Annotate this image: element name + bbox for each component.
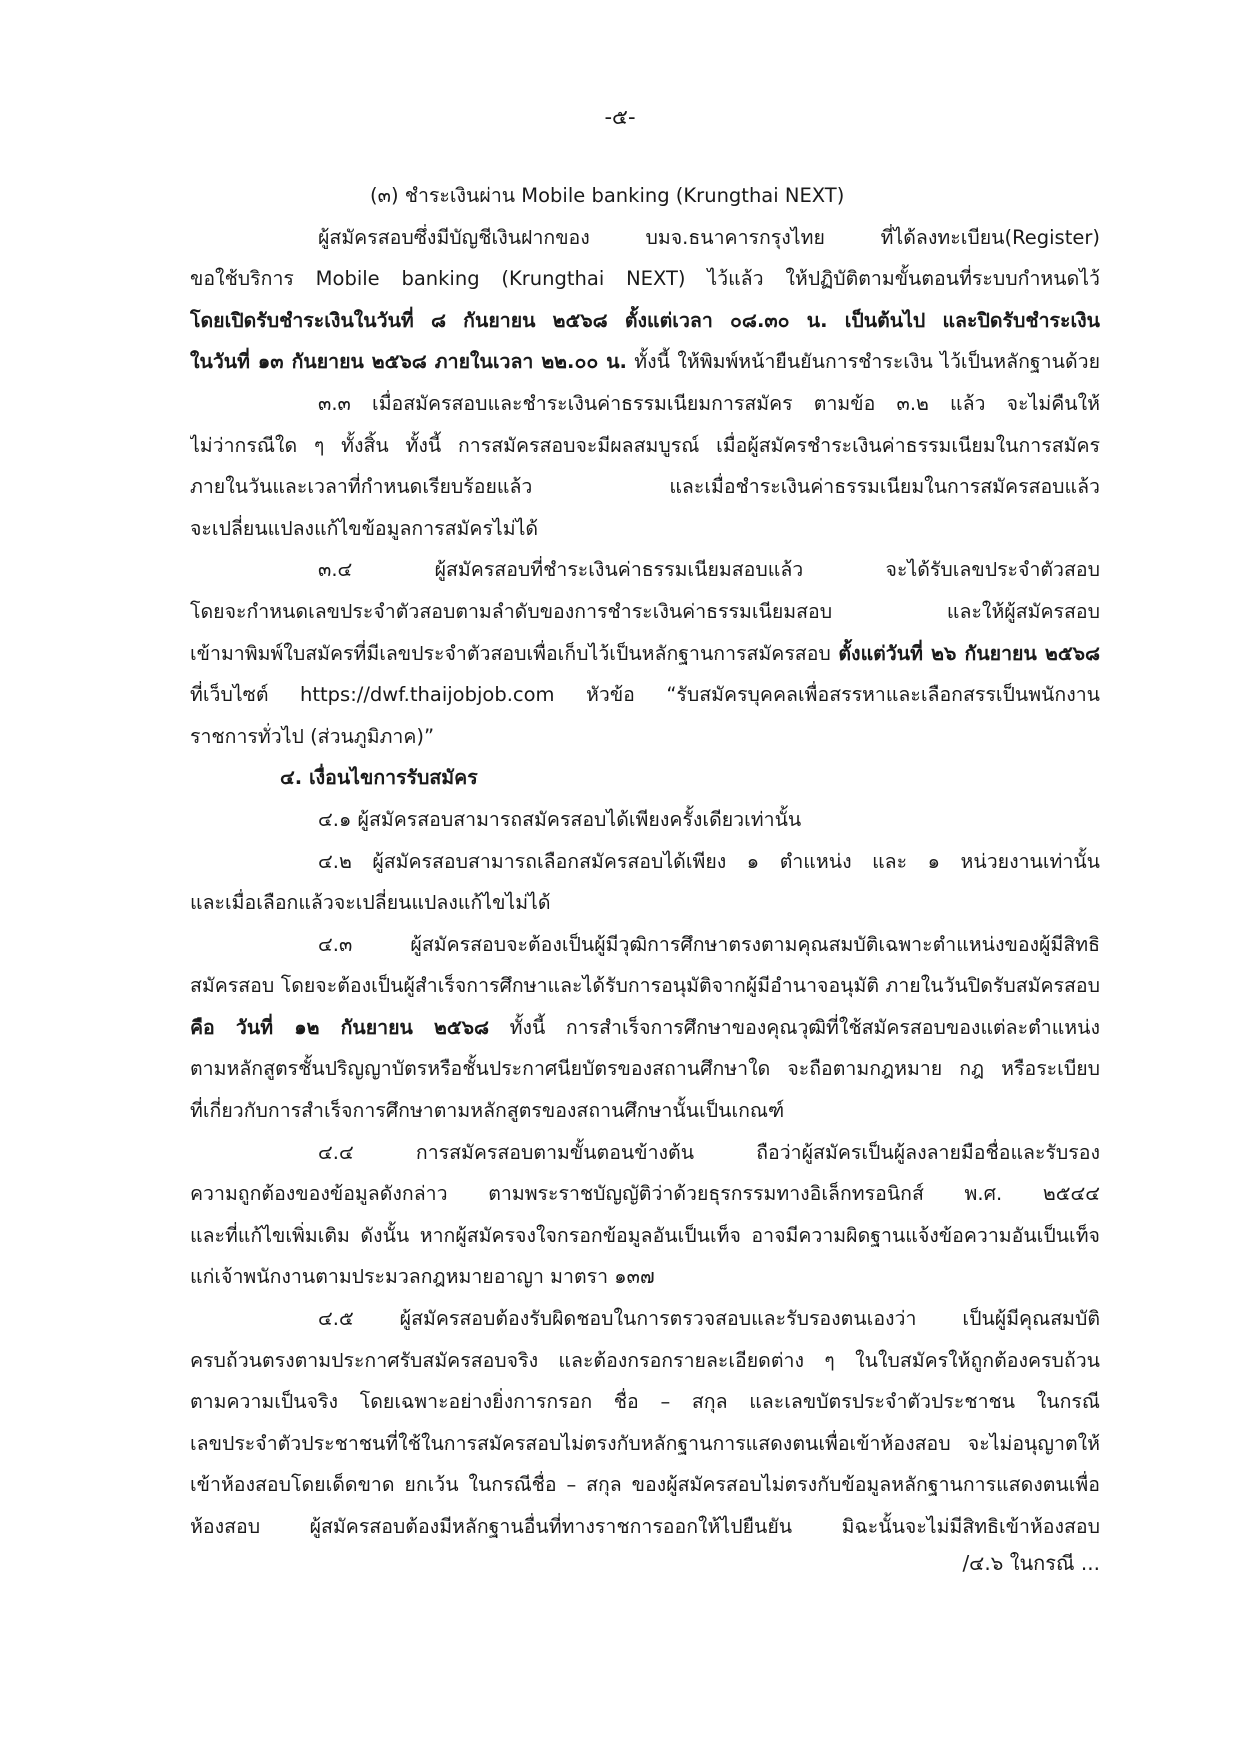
text-line — [190, 716, 1100, 758]
text-segment: และที่แก้ไขเพิ่มเติม ดังนั้น หากผู้สมัครจงใจกรอกข้อมูลอันเป็นเท็จ อาจมีความผิดฐานแจ้งข้อความอันเป็นเท็จ — [190, 1223, 1100, 1247]
text-segment: ห้องสอบ ผู้สมัครสอบต้องมีหลักฐานอื่นที่ทางราชการออกให้ไปยืนยัน มิฉะนั้นจะไม่มีสิทธิเข้าห้องสอบ — [190, 1515, 1100, 1538]
text-line — [190, 175, 1100, 217]
text-segment: เลขประจำตัวประชาชนที่ใช้ในการสมัครสอบไม่ตรงกับหลักฐานการแสดงตนเพื่อเข้าห้องสอบ จะไม่อนุญาตให้ — [190, 1431, 1100, 1455]
text-segment: ราชการทั่วไป (ส่วนภูมิภาค)” — [190, 724, 435, 748]
text-segment: ๔.๒ ผู้สมัครสอบสามารถเลือกสมัครสอบได้เพียง ๑ ตำแหน่ง และ ๑ หน่วยงานเท่านั้น — [318, 849, 1100, 873]
document-body — [190, 175, 1100, 1548]
text-line — [190, 1340, 1100, 1382]
bold-text: ตั้งแต่วันที่ ๒๖ กันยายน ๒๕๖๘ — [838, 641, 1100, 665]
text-segment: ไม่ว่ากรณีใด ๆ ทั้งสิ้น ทั้งนี้ การสมัครสอบจะมีผลสมบูรณ์ เมื่อผู้สมัครชำระเงินค่าธรรมเนียมในการสมัคร — [190, 433, 1100, 457]
text-line — [190, 591, 1100, 633]
text-segment: ผู้สมัครสอบซึ่งมีบัญชีเงินฝากของ บมจ.ธนาคารกรุงไทย ที่ได้ลงทะเบียน(Register) — [318, 225, 1100, 249]
text-line — [190, 1090, 1100, 1132]
text-segment: ความถูกต้องของข้อมูลดังกล่าว ตามพระราชบัญญัติว่าด้วยธุรกรรมทางอิเล็กทรอนิกส์ พ.ศ. ๒๕๔๔ — [190, 1182, 1100, 1206]
text-line — [190, 508, 1100, 550]
text-segment: ตามความเป็นจริง โดยเฉพาะอย่างยิ่งการกรอก ชื่อ – สกุล และเลขบัตรประจำตัวประชาชน ในกรณี — [190, 1390, 1100, 1414]
text-line — [190, 1007, 1100, 1049]
text-line — [190, 1173, 1100, 1215]
text-segment: ครบถ้วนตรงตามประกาศรับสมัครสอบจริง และต้องกรอกรายละเอียดต่าง ๆ ในใบสมัครให้ถูกต้องครบถ้วน — [190, 1348, 1100, 1372]
text-line — [190, 341, 1100, 383]
text-segment: ๔.๕ ผู้สมัครสอบต้องรับผิดชอบในการตรวจสอบและรับรองตนเองว่า เป็นผู้มีคุณสมบัติ — [318, 1307, 1100, 1331]
bold-text: ในวันที่ ๑๓ กันยายน ๒๕๖๘ ภายในเวลา ๒๒.๐๐ น. — [190, 350, 627, 374]
text-line — [190, 300, 1100, 342]
text-line — [190, 1132, 1100, 1174]
text-segment: เข้าห้องสอบโดยเด็ดขาด ยกเว้น ในกรณีชื่อ – สกุล ของผู้สมัครสอบไม่ตรงกับข้อมูลหลักฐานการแสดงตนเพื่อ — [190, 1473, 1100, 1497]
text-line — [190, 1256, 1100, 1298]
text-line — [190, 674, 1100, 716]
text-line — [190, 882, 1100, 924]
text-line — [190, 841, 1100, 883]
text-line — [190, 1464, 1100, 1506]
text-segment: (๓) ชำระเงินผ่าน Mobile banking (Krungthai NEXT) — [370, 184, 845, 207]
text-line — [190, 1381, 1100, 1423]
text-line — [190, 217, 1100, 259]
text-segment: และเมื่อเลือกแล้วจะเปลี่ยนแปลงแก้ไขไม่ได้ — [190, 891, 551, 915]
text-line — [190, 258, 1100, 300]
text-line — [190, 549, 1100, 591]
text-segment: จะเปลี่ยนแปลงแก้ไขข้อมูลการสมัครไม่ได้ — [190, 516, 539, 540]
text-segment: ภายในวันและเวลาที่กำหนดเรียบร้อยแล้ว และเมื่อชำระเงินค่าธรรมเนียมในการสมัครสอบแล้ว — [190, 475, 1100, 499]
text-segment: ๓.๔ ผู้สมัครสอบที่ชำระเงินค่าธรรมเนียมสอบแล้ว จะได้รับเลขประจำตัวสอบ — [318, 558, 1100, 582]
text-line — [190, 799, 1100, 841]
text-segment: ๔.๔ การสมัครสอบตามขั้นตอนข้างต้น ถือว่าผู้สมัครเป็นผู้ลงลายมือชื่อและรับรอง — [318, 1140, 1100, 1164]
text-segment: ๓.๓ เมื่อสมัครสอบและชำระเงินค่าธรรมเนียมการสมัคร ตามข้อ ๓.๒ แล้ว จะไม่คืนให้ — [318, 391, 1100, 415]
text-segment: ๔.๑ ผู้สมัครสอบสามารถสมัครสอบได้เพียงครั้งเดียวเท่านั้น — [318, 807, 802, 831]
text-segment: ทั้งนี้ ให้พิมพ์หน้ายืนยันการชำระเงิน ไว้เป็นหลักฐานด้วย — [626, 350, 1100, 374]
text-segment: แก่เจ้าพนักงานตามประมวลกฎหมายอาญา มาตรา ๑๓๗ — [190, 1265, 655, 1289]
bold-text: ๔. เงื่อนไขการรับสมัคร — [280, 766, 478, 790]
text-line — [190, 1423, 1100, 1465]
text-line — [190, 1298, 1100, 1340]
text-line — [190, 633, 1100, 675]
text-line — [190, 965, 1100, 1007]
text-line — [190, 1506, 1100, 1548]
text-segment: ขอใช้บริการ Mobile banking (Krungthai NEXT) ไว้แล้ว ให้ปฏิบัติตามขั้นตอนที่ระบบกำหนดไว้ — [190, 267, 1100, 291]
text-segment: ตามหลักสูตรชั้นปริญญาบัตรหรือชั้นประกาศนียบัตรของสถานศึกษาใด จะถือตามกฎหมาย กฎ หรือระเบียบ — [190, 1057, 1100, 1081]
text-segment: ที่เว็บไซต์ https://dwf.thaijobjob.com หัวข้อ “รับสมัครบุคคลเพื่อสรรหาและเลือกสรรเป็นพนักงาน — [190, 683, 1100, 707]
text-segment: สมัครสอบ โดยจะต้องเป็นผู้สำเร็จการศึกษาและได้รับการอนุมัติจากผู้มีอำนาจอนุมัติ ภายในวันปิดรับสมัครสอบ — [190, 974, 1100, 998]
text-line — [190, 383, 1100, 425]
text-segment: เข้ามาพิมพ์ใบสมัครที่มีเลขประจำตัวสอบเพื่อเก็บไว้เป็นหลักฐานการสมัครสอบ — [190, 641, 839, 665]
text-segment: ทั้งนี้ การสำเร็จการศึกษาของคุณวุฒิที่ใช้สมัครสอบของแต่ละตำแหน่ง — [489, 1015, 1100, 1039]
text-line — [190, 1215, 1100, 1257]
text-line — [190, 425, 1100, 467]
text-line — [190, 924, 1100, 966]
bold-text: โดยเปิดรับชำระเงินในวันที่ ๘ กันยายน ๒๕๖๘ ตั้งแต่เวลา ๐๘.๓๐ น. เป็นต้นไป และปิดรับชำระเงิน — [190, 308, 1100, 332]
text-line — [190, 757, 1100, 799]
text-line — [190, 1048, 1100, 1090]
text-segment: ที่เกี่ยวกับการสำเร็จการศึกษาตามหลักสูตรของสถานศึกษานั้นเป็นเกณฑ์ — [190, 1099, 785, 1123]
page-number: -๕- — [604, 105, 636, 129]
text-segment: โดยจะกำหนดเลขประจำตัวสอบตามลำดับของการชำระเงินค่าธรรมเนียมสอบ และให้ผู้สมัครสอบ — [190, 599, 1100, 623]
continuation-note: /๔.๖ ในกรณี ... — [962, 1551, 1100, 1575]
text-segment: ๔.๓ ผู้สมัครสอบจะต้องเป็นผู้มีวุฒิการศึกษาตรงตามคุณสมบัติเฉพาะตำแหน่งของผู้มีสิทธิ — [318, 932, 1100, 956]
text-line — [190, 466, 1100, 508]
bold-text: คือ วันที่ ๑๒ กันยายน ๒๕๖๘ — [190, 1015, 490, 1039]
